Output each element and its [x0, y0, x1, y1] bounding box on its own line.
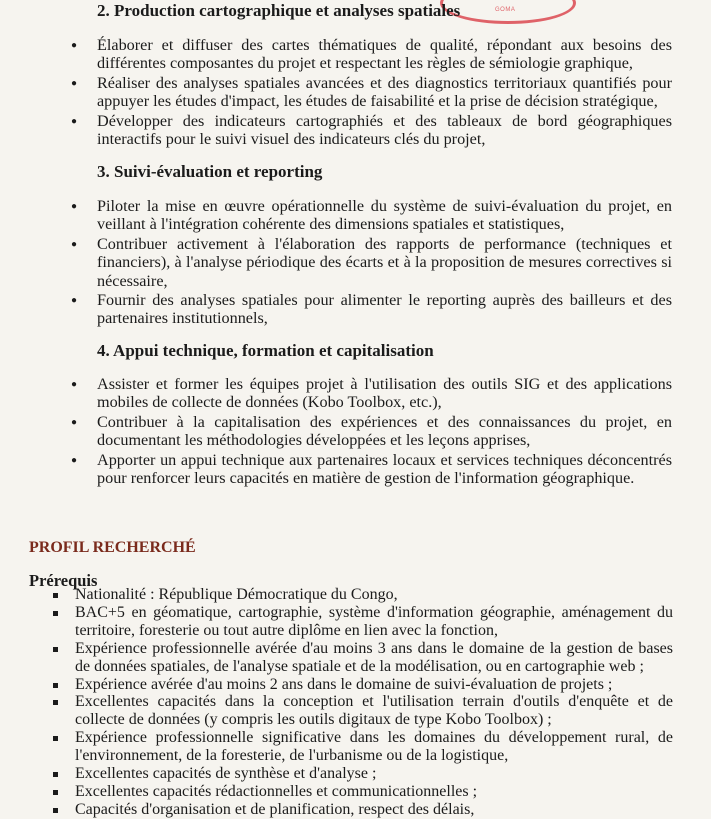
list-item: ● Élaborer et diffuser des cartes thématiques de qualité, répondant aux besoins des différentes composantes du projet et respectant les règles de sémiologie graphique,	[0, 36, 672, 73]
list-item: ● Contribuer à la capitalisation des expériences et des connaissances du projet, en documentant les méthodologies développées et les leçons apprises,	[0, 413, 672, 450]
section-4-title: 4. Appui technique, formation et capitalisation	[97, 341, 434, 360]
list-item: Capacités d'organisation et de planification, respect des délais,	[0, 801, 673, 819]
list-item: ● Fournir des analyses spatiales pour alimenter le reporting auprès des bailleurs et des partenaires institutionnels,	[0, 291, 672, 328]
list-item: ● Apporter un appui technique aux partenaires locaux et services techniques déconcentrés pour renforcer leurs capacités en matière de gestion de l'information géographique.	[0, 451, 672, 488]
list-item: ● Réaliser des analyses spatiales avancées et des diagnostics territoriaux quantifiés pour appuyer les études d'impact, les études de faisabilité et la prise de décision stratégique,	[0, 74, 672, 111]
section-2-title: 2. Production cartographique et analyses spatiales	[97, 1, 461, 20]
stamp-text: GOMA	[495, 7, 516, 13]
list-item: Expérience avérée d'au moins 2 ans dans le domaine de suivi-évaluation de projets ;	[0, 676, 673, 694]
list-item: ● Développer des indicateurs cartographiés et des tableaux de bord géographiques interactifs pour le suivi visuel des indicateurs clés du projet,	[0, 112, 672, 149]
section-3-list	[0, 197, 672, 329]
list-item: Excellentes capacités de synthèse et d'analyse ;	[0, 765, 673, 783]
list-item: ● Assister et former les équipes projet à l'utilisation des outils SIG et des applications mobiles de collecte de données (Kobo Toolbox, etc.),	[0, 375, 672, 412]
list-item: BAC+5 en géomatique, cartographie, système d'information géographie, aménagement du territoire, foresterie ou tout autre diplôme en lien avec la fonction,	[0, 604, 673, 640]
prerequis-list	[0, 586, 673, 819]
list-item: Expérience professionnelle avérée d'au moins 3 ans dans le domaine de la gestion de bases de données spatiales, de l'analyse spatiale et de la modélisation, ou en cartographie web ;	[0, 640, 673, 676]
section-2-list	[0, 36, 672, 149]
list-item: Excellentes capacités rédactionnelles et communicationnelles ;	[0, 783, 673, 801]
list-item: ● Contribuer activement à l'élaboration des rapports de performance (techniques et financiers), à l'analyse périodique des écarts et à la proposition de mesures correctives si nécessaire,	[0, 235, 672, 290]
list-item: Expérience professionnelle significative dans les domaines du développement rural, de l'environnement, de la foresterie, de l'urbanisme ou de la logistique,	[0, 729, 673, 765]
list-item: Excellentes capacités dans la conception et l'utilisation terrain d'outils d'enquête et de collecte de données (y compris les outils digitaux de type Kobo Toolbox) ;	[0, 693, 673, 729]
list-item: ● Piloter la mise en œuvre opérationnelle du système de suivi-évaluation du projet, en veillant à l'intégration cohérente des dimensions spatiales et statistiques,	[0, 197, 672, 234]
profil-recherche-heading: PROFIL RECHERCHÉ	[29, 539, 196, 556]
official-stamp	[440, 0, 576, 24]
list-item: Nationalité : République Démocratique du Congo,	[0, 586, 673, 604]
section-3-title: 3. Suivi-évaluation et reporting	[97, 162, 323, 181]
prerequis-heading: Prérequis	[29, 571, 98, 590]
section-4-list	[0, 375, 672, 488]
